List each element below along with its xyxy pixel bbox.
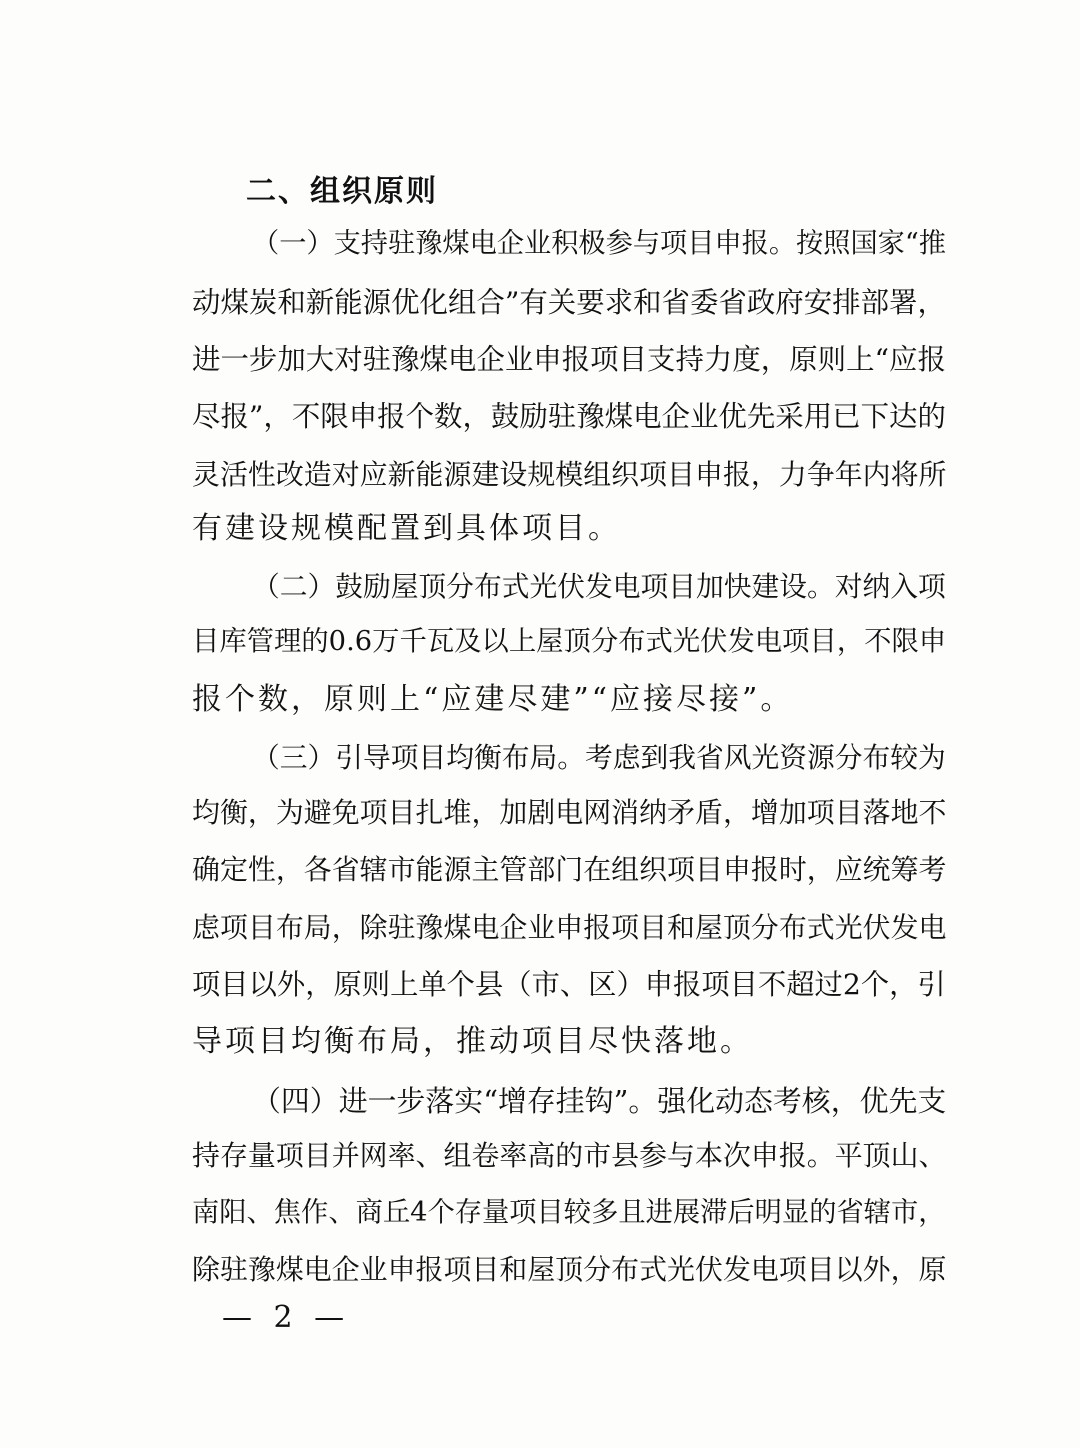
page-number: — 2 — <box>222 1300 351 1335</box>
body-line: （四）进一步落实“增存挂钩”。强化动态考核，优先支 <box>252 1084 947 1118</box>
body-line: 动煤炭和新能源优化组合”有关要求和省委省政府安排部署， <box>192 286 946 319</box>
body-line: 除驻豫煤电企业申报项目和屋顶分布式光伏发电项目以外，原 <box>192 1253 947 1286</box>
body-line: 虑项目布局，除驻豫煤电企业申报项目和屋顶分布式光伏发电 <box>192 911 947 944</box>
body-line: （二）鼓励屋顶分布式光伏发电项目加快建设。对纳入项 <box>252 570 946 603</box>
body-line: 尽报”，不限申报个数，鼓励驻豫煤电企业优先采用已下达的 <box>192 400 946 433</box>
body-line: （一）支持驻豫煤电企业积极参与项目申报。按照国家“推 <box>252 228 946 259</box>
body-line: 均衡，为避免项目扎堆，加剧电网消纳矛盾，增加项目落地不 <box>192 796 947 829</box>
body-line: 目库管理的0.6万千瓦及以上屋顶分布式光伏发电项目，不限申 <box>192 626 947 657</box>
body-line: 项目以外，原则上单个县（市、区）申报项目不超过2个，引 <box>192 968 946 1001</box>
body-line: 灵活性改造对应新能源建设规模组织项目申报，力争年内将所 <box>192 458 947 491</box>
body-line: 报个数，原则上“应建尽建”“应接尽接”。 <box>192 682 794 717</box>
body-line: 进一步加大对驻豫煤电企业申报项目支持力度，原则上“应报 <box>192 343 946 376</box>
body-line: 导项目均衡布局，推动项目尽快落地。 <box>192 1024 753 1059</box>
section-heading: 二、组织原则 <box>246 174 438 209</box>
body-line: 南阳、焦作、商丘4个存量项目较多且进展滞后明显的省辖市， <box>192 1197 946 1228</box>
body-line: （三）引导项目均衡布局。考虑到我省风光资源分布较为 <box>252 741 946 774</box>
body-line: 确定性，各省辖市能源主管部门在组织项目申报时，应统筹考 <box>192 853 947 886</box>
body-line: 有建设规模配置到具体项目。 <box>192 511 621 546</box>
body-line: 持存量项目并网率、组卷率高的市县参与本次申报。平顶山、 <box>192 1139 947 1172</box>
